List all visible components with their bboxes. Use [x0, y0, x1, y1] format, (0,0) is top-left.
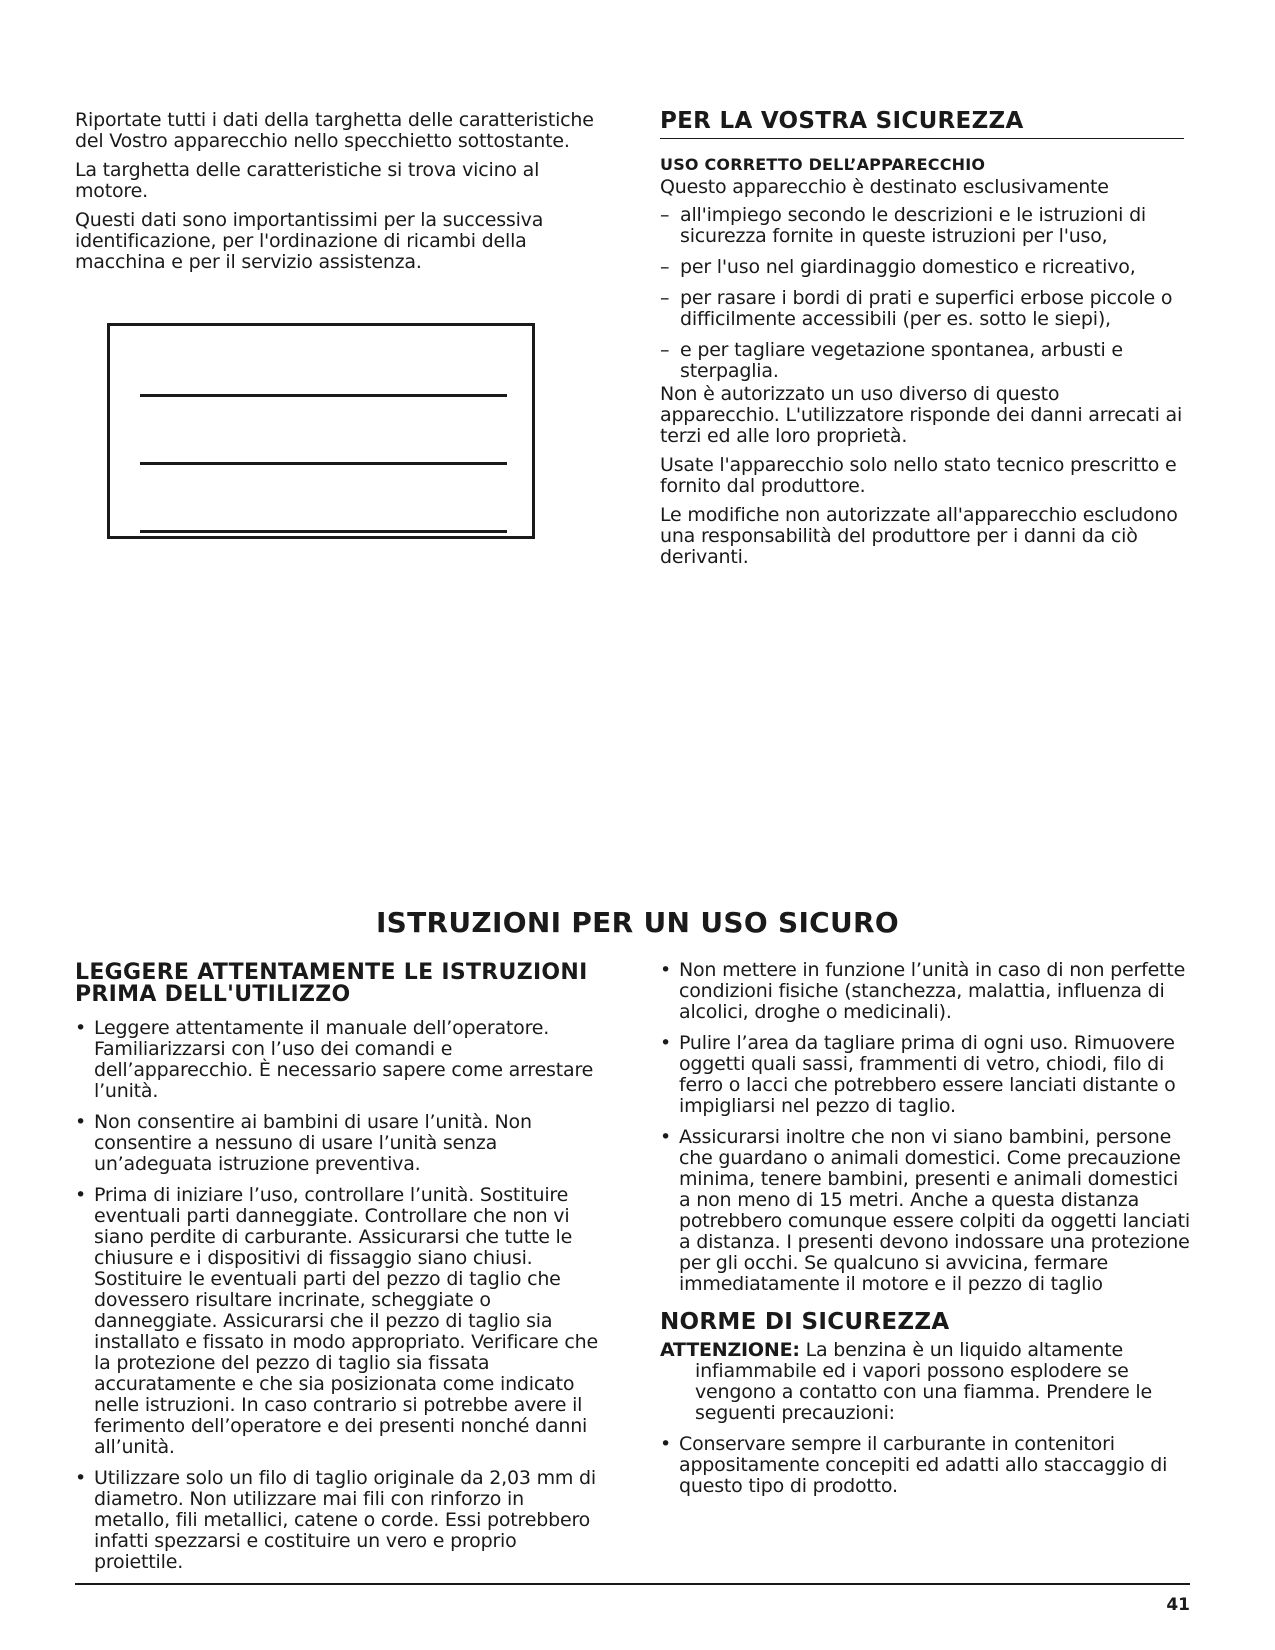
- safety-lead: Questo apparecchio è destinato esclusivamente: [660, 176, 1109, 198]
- right-bullet-list: [660, 960, 1190, 1295]
- list-item: • Non mettere in funzione l’unità in caso di non perfette condizioni fisiche (stanchezza, malattia, influenza di alcolici, droghe o medicinali).: [660, 959, 1186, 1023]
- list-item: – e per tagliare vegetazione spontanea, arbusti e sterpaglia.: [660, 339, 1123, 382]
- safety-paragraph: Non è autorizzato un uso diverso di questo apparecchio. L'utilizzatore risponde dei danni arrecati ai terzi ed alle loro proprietà.: [660, 383, 1183, 447]
- warning-label: ATTENZIONE:: [660, 1339, 800, 1361]
- page-number: 41: [1166, 1595, 1190, 1615]
- instructions-title: ISTRUZIONI PER UN USO SICURO: [375, 906, 900, 939]
- list-item: • Assicurarsi inoltre che non vi siano bambini, persone che guardano o animali domestici. Come precauzione minima, tenere bambini, presenti e animali domestici a non meno di 15 metri. Anche a questa distanza potrebbero comunque essere colpiti da oggetti lanciati a distanza. I presenti devono indossare una protezione per gli occhi. Se qualcuno si avvicina, fermare immediatamente il motore e il pezzo di taglio: [660, 1126, 1190, 1295]
- list-item: – per l'uso nel giardinaggio domestico e ricreativo,: [660, 256, 1136, 278]
- plate-entry-line: [140, 394, 507, 397]
- instructions-right-column: [660, 960, 1190, 1507]
- rating-plate-box: [107, 323, 535, 539]
- instructions-left-column: [75, 962, 605, 1583]
- list-item: • Pulire l’area da tagliare prima di ogni uso. Rimuovere oggetti quali sassi, frammenti di vetro, chiodi, filo di ferro o lacci che potrebbero essere lanciati distante o impigliarsi nel pezzo di taglio.: [660, 1032, 1176, 1117]
- intro-paragraph: Riportate tutti i dati della targhetta delle caratteristiche del Vostro apparecchio nello specchietto sottostante.: [75, 109, 594, 152]
- list-item: • Conservare sempre il carburante in contenitori appositamente concepiti ed adatti allo staccaggio di questo tipo di prodotto.: [660, 1433, 1168, 1497]
- footer-rule: [75, 1583, 1190, 1585]
- intro-column: [75, 110, 595, 273]
- read-instructions-heading: LEGGERE ATTENTAMENTE LE ISTRUZIONI PRIMA DELL'UTILIZZO: [75, 960, 588, 1007]
- list-item: – per rasare i bordi di prati e superfici erbose piccole o difficilmente accessibili (per es. sotto le siepi),: [660, 287, 1173, 330]
- norms-bullet-list: [660, 1434, 1190, 1497]
- intro-paragraph: La targhetta delle caratteristiche si trova vicino al motore.: [75, 159, 540, 202]
- safety-subtitle: USO CORRETTO DELL’APPARECCHIO: [660, 155, 986, 174]
- list-item: • Prima di iniziare l’uso, controllare l’unità. Sostituire eventuali parti danneggiate. Controllare che non vi siano perdite di carburante. Assicurarsi che tutte le chiusure e i dispositivi di fissaggio siano chiusi. Sostituire le eventuali parti del pezzo di taglio che dovessero risultare incrinate, scheggiate o danneggiate. Assicurarsi che il pezzo di taglio sia installato e fissato in modo appropriato. Verificare che la protezione del pezzo di taglio sia fissata accuratamente e che sia posizionata come indicato nelle istruzioni. In caso contrario si potrebbe avere il ferimento dell’operatore e dei presenti nonché danni all’unità.: [75, 1184, 598, 1458]
- list-item: • Leggere attentamente il manuale dell’operatore. Familiarizzarsi con l’uso dei comandi e dell’apparecchio. È necessario sapere come arrestare l’unità.: [75, 1017, 594, 1102]
- list-item: – all'impiego secondo le descrizioni e le istruzioni di sicurezza fornite in queste istruzioni per l'uso,: [660, 204, 1147, 247]
- plate-entry-line: [140, 530, 507, 533]
- safety-paragraph: Le modifiche non autorizzate all'apparecchio escludono una responsabilità del produttore per i danni da ciò derivanti.: [660, 504, 1178, 568]
- safety-title: PER LA VOSTRA SICUREZZA: [660, 108, 1184, 139]
- safety-norms-title: NORME DI SICUREZZA: [660, 1309, 950, 1335]
- safety-column: [660, 108, 1184, 568]
- list-item: • Utilizzare solo un filo di taglio originale da 2,03 mm di diametro. Non utilizzare mai fili con rinforzo in metallo, fili metallici, catene o corde. Essi potrebbero infatti spezzarsi e costituire un vero e proprio proiettile.: [75, 1467, 596, 1573]
- left-bullet-list: [75, 1018, 605, 1573]
- warning-text: infiammabile ed i vapori possono esplodere se vengono a contatto con una fiamma. Prendere le seguenti precauzioni:: [695, 1360, 1152, 1424]
- list-item: • Non consentire ai bambini di usare l’unità. Non consentire a nessuno di usare l’unità senza un’adeguata istruzione preventiva.: [75, 1111, 532, 1175]
- safety-paragraph: Usate l'apparecchio solo nello stato tecnico prescritto e fornito dal produttore.: [660, 454, 1177, 497]
- intro-paragraph: Questi dati sono importantissimi per la successiva identificazione, per l'ordinazione di ricambi della macchina e per il servizio assistenza.: [75, 209, 544, 273]
- warning-paragraph: ATTENZIONE: La benzina è un liquido altamente infiammabile ed i vapori possono esplodere se vengono a contatto con una fiamma. Prendere le seguenti precauzioni:: [660, 1340, 1190, 1424]
- plate-entry-line: [140, 462, 507, 465]
- safety-dash-list: [660, 205, 1184, 382]
